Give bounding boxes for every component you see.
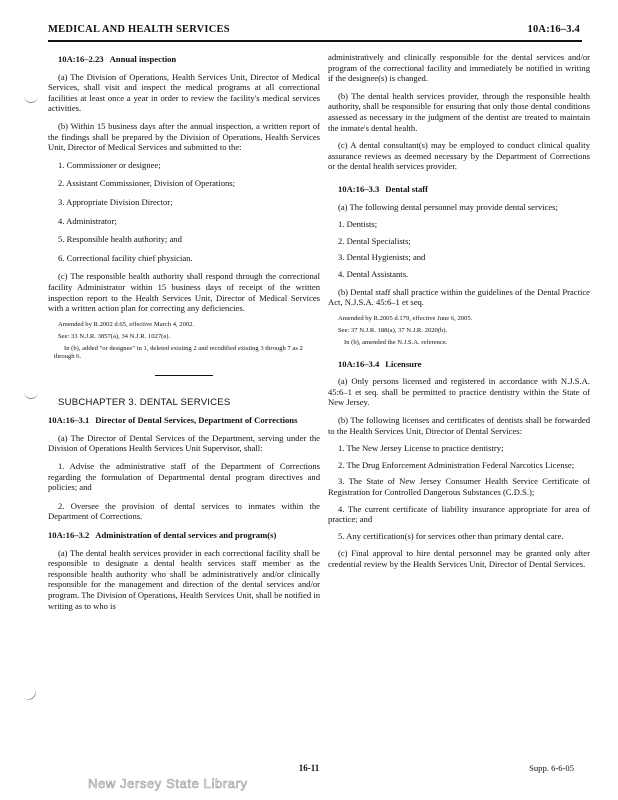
section-number: 10A:16–3.2 — [48, 530, 90, 541]
section-divider — [155, 375, 213, 376]
left-column — [48, 54, 320, 618]
page-number: 16-11 — [298, 763, 320, 773]
list-item: 2. Dental Specialists; — [338, 235, 411, 246]
paragraph: (b) Dental staff shall practice within the guidelines of the Dental Practice Act, N.J.S.A. 45:6–1 et seq. — [328, 286, 590, 308]
list-item: 4. Dental Assistants. — [338, 268, 409, 279]
amendment-note: Amended by R.2005 d.179, effective June 6, 2005. — [338, 314, 473, 322]
subchapter-heading: SUBCHAPTER 3. DENTAL SERVICES — [58, 396, 231, 408]
amendment-note: See: 33 N.J.R. 3857(a), 34 N.J.R. 1027(a). — [58, 332, 171, 340]
section-number: 10A:16–3.1 — [48, 415, 90, 426]
paragraph: (b) The dental health services provider, through the responsible health authority, shall be responsible for ensuring that only those dental conditions assessed as necessary in the judgment of the dentist are treated to maintain the inmate's dental health. — [328, 90, 590, 133]
paragraph: (c) The responsible health authority shall respond through the correctional facility Administrator within 15 business days of receipt of the written inspection report to the Health Services Unit, Director of Medical Services with a written action plan for correcting any deficiencies. — [48, 271, 320, 314]
section-heading-3-3 — [328, 184, 590, 195]
paragraph: (a) The Director of Dental Services of the Department, serving under the Division of Operations Health Services Unit Supervisor, shall: — [48, 432, 320, 454]
list-item: 1. The New Jersey License to practice dentistry; — [338, 443, 504, 454]
list-item: 6. Correctional facility chief physician. — [58, 252, 193, 263]
paragraph: (a) Only persons licensed and registered in accordance with N.J.S.A. 45:6–1 et seq. shall be permitted to practice dentistry within the State of New Jersey. — [328, 376, 590, 408]
list-item: 1. Dentists; — [338, 219, 378, 230]
margin-mark — [24, 96, 38, 103]
running-header-title: MEDICAL AND HEALTH SERVICES — [48, 24, 230, 35]
list-item: 3. The State of New Jersey Consumer Health Service Certificate of Registration for Controlled Dangerous Substances (C.D.S.); — [328, 476, 590, 498]
list-item: 1. Commissioner or designee; — [58, 159, 161, 170]
paragraph: (a) The dental health services provider in each correctional facility shall be responsible to designate a dental health services staff member as the responsible health authority who shall be administratively and/or clinically responsible for the management and direction of the dental services and/or program. The Division of Operations, Health Services Unit, shall be notified in writing as to who is — [48, 547, 320, 611]
right-column — [328, 52, 590, 577]
library-watermark: New Jersey State Library — [88, 776, 248, 791]
section-heading-2-23 — [48, 54, 320, 65]
section-heading-3-1 — [48, 415, 320, 426]
license-list — [328, 443, 590, 541]
paragraph: (a) The Division of Operations, Health Services Unit, Director of Medical Services, shall visit and inspect the medical programs at all correctional facilities at least once a year in order to review the facility's medical services activities. — [48, 71, 320, 114]
amendment-note: See: 37 N.J.R. 188(a), 37 N.J.R. 2020(b). — [338, 326, 448, 334]
list-item: 2. Oversee the provision of dental services to inmates within the Department of Corrections. — [48, 500, 320, 522]
duties-list — [48, 461, 320, 522]
list-item: 2. The Drug Enforcement Administration Federal Narcotics License; — [338, 459, 575, 470]
paragraph: (c) A dental consultant(s) may be employed to conduct clinical quality assurance reviews as deemed necessary by the Department of Corrections or the dental health services provider. — [328, 140, 590, 172]
header-rule — [48, 40, 582, 42]
paragraph: (c) Final approval to hire dental personnel may be granted only after credential review by the Health Services Unit, Director of Dental Services. — [328, 548, 590, 569]
section-number: 10A:16–3.4 — [338, 358, 380, 369]
list-item: 3. Dental Hygienists; and — [338, 252, 426, 263]
paragraph: administratively and clinically responsible for the dental services and/or program of the correctional facility and immediately be notified in writing if the designee(s) is changed. — [328, 52, 590, 84]
section-title: Dental staff — [385, 183, 429, 194]
list-item: 3. Appropriate Division Director; — [58, 196, 173, 207]
margin-mark — [23, 688, 38, 702]
amendment-note: In (b), added "or designee" in 1, deleted existing 2 and recodified existing 3 through 7 as 2 through 6. — [54, 344, 303, 360]
list-item: 5. Responsible health authority; and — [58, 234, 182, 245]
section-heading-3-2 — [48, 530, 320, 541]
list-item: 4. Administrator; — [58, 215, 117, 226]
amendment-note: Amended by R.2002 d.65, effective March 4, 2002. — [58, 320, 195, 328]
paragraph: (b) The following licenses and certificates of dentists shall be forwarded to the Health Services Unit, Director of Dental Services: — [328, 415, 590, 436]
recipient-list — [48, 160, 320, 264]
supplement-date: Supp. 6-6-05 — [529, 763, 574, 773]
list-item: 5. Any certification(s) for services other than primary dental care. — [338, 530, 564, 541]
section-heading-3-4 — [328, 359, 590, 370]
section-number: 10A:16–2.23 — [58, 54, 104, 64]
margin-mark — [24, 392, 38, 399]
running-header-section: 10A:16–3.4 — [527, 24, 580, 35]
paragraph: (b) Within 15 business days after the annual inspection, a written report of the findings shall be prepared by the Division of Operations, Health Services Unit, Director of Medical Services and submitted to the: — [48, 120, 320, 153]
section-number: 10A:16–3.3 — [338, 183, 380, 194]
dental-personnel-list — [328, 219, 590, 279]
section-title: Director of Dental Services, Department of Corrections — [95, 415, 298, 426]
section-title: Administration of dental services and program(s) — [95, 530, 277, 541]
list-item: 1. Advise the administrative staff of the Department of Corrections regarding the formulation of Departmental dental program directives and policies; and — [48, 461, 320, 493]
list-item: 2. Assistant Commissioner, Division of Operations; — [58, 178, 236, 189]
section-title: Annual inspection — [109, 54, 177, 64]
list-item: 4. The current certificate of liability insurance appropriate for area of practice; and — [328, 503, 590, 525]
paragraph: (a) The following dental personnel may provide dental services; — [338, 201, 558, 212]
amendment-note: In (b), amended the N.J.S.A. reference. — [344, 338, 448, 346]
section-title: Licensure — [385, 358, 422, 369]
